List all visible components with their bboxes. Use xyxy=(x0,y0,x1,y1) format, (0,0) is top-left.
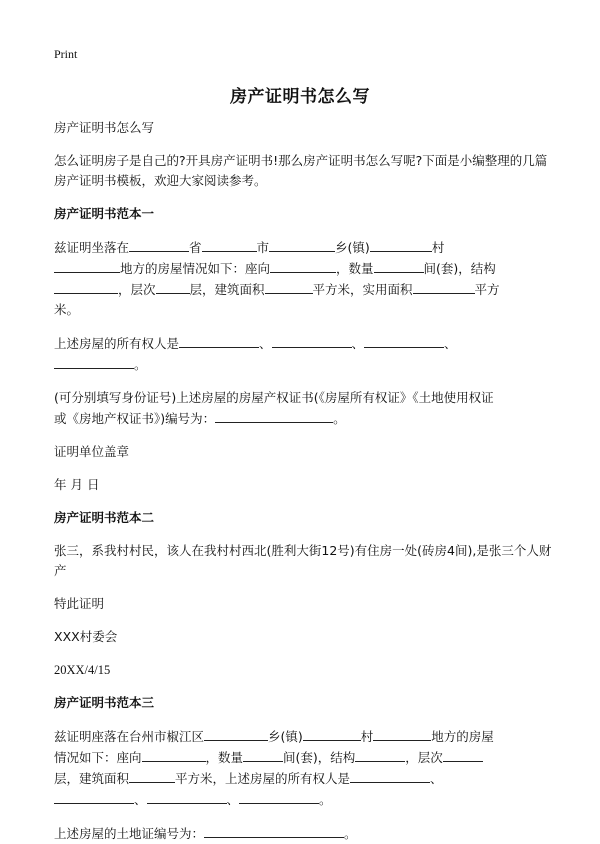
text-fragment: 层，建筑面积 xyxy=(189,282,265,297)
sample2-date: 20XX/4/15 xyxy=(54,663,111,677)
text-fragment: 地方的房屋 xyxy=(431,729,494,744)
sample2-paragraph: 张三，系我村村民，该人在我村村西北(胜利大街12号)有住房一处(砖房4间),是张三个人财产 xyxy=(54,543,552,578)
fill-blank xyxy=(364,333,444,348)
sample1-heading: 房产证明书范本一 xyxy=(54,206,155,221)
sample2-heading: 房产证明书范本二 xyxy=(54,510,155,525)
fill-blank xyxy=(215,408,333,423)
text-fragment: ，层次 xyxy=(118,282,156,297)
fill-blank xyxy=(54,279,118,294)
text-fragment: 。 xyxy=(134,357,147,372)
fill-blank xyxy=(243,747,283,762)
fill-blank xyxy=(129,237,189,252)
fill-blank xyxy=(265,279,313,294)
fill-blank xyxy=(373,726,431,741)
document-body xyxy=(54,118,554,844)
text-fragment: 村 xyxy=(360,729,374,744)
sample2-org: XXX村委会 xyxy=(54,629,118,644)
text-fragment: 平方 xyxy=(474,282,500,297)
fill-blank xyxy=(54,789,134,804)
sample1-paragraph2 xyxy=(54,333,554,375)
fill-blank xyxy=(374,258,424,273)
fill-blank xyxy=(202,237,257,252)
text-fragment: 、 xyxy=(351,336,365,351)
fill-blank xyxy=(54,354,134,369)
text-fragment: 。 xyxy=(333,411,346,426)
text-fragment: 市 xyxy=(256,240,270,255)
page-title: 房产证明书怎么写 xyxy=(230,87,370,107)
text-fragment: 村 xyxy=(431,240,445,255)
text-fragment: 、 xyxy=(444,336,457,351)
text-fragment: 层，建筑面积 xyxy=(54,771,130,786)
text-fragment: 间(套)，结构 xyxy=(423,261,496,276)
fill-blank xyxy=(303,726,361,741)
text-fragment: 上述房屋的土地证编号为： xyxy=(54,826,205,841)
fill-blank xyxy=(272,333,352,348)
intro-subtitle: 房产证明书怎么写 xyxy=(54,120,155,135)
fill-blank xyxy=(179,333,259,348)
fill-blank xyxy=(270,258,336,273)
sample1-seal: 证明单位盖章 xyxy=(54,444,130,459)
fill-blank xyxy=(269,237,335,252)
intro-paragraph: 怎么证明房子是自己的?开具房产证明书!那么房产证明书怎么写呢?下面是小编整理的几篇房产证明书模板，欢迎大家阅读参考。 xyxy=(54,153,548,188)
text-fragment: 或《房地产权证书》)编号为： xyxy=(54,411,216,426)
text-fragment: 兹证明座落在台州市椒江区 xyxy=(54,729,205,744)
text-fragment: 平方米，上述房屋的所有权人是 xyxy=(175,771,351,786)
text-fragment: 、 xyxy=(430,771,443,786)
text-fragment: 情况如下：座向 xyxy=(54,750,142,765)
fill-blank xyxy=(54,258,120,273)
fill-blank xyxy=(156,279,190,294)
text-fragment: 、 xyxy=(134,792,147,807)
fill-blank xyxy=(355,747,405,762)
text-fragment: 省 xyxy=(189,240,202,255)
fill-blank xyxy=(370,237,432,252)
print-label: Print xyxy=(54,47,78,61)
text-fragment: ，层次 xyxy=(405,750,443,765)
sample3-paragraph2 xyxy=(54,823,554,844)
text-fragment: 、 xyxy=(226,792,240,807)
text-fragment: 。 xyxy=(344,826,357,841)
fill-blank xyxy=(443,747,483,762)
sample3-paragraph1 xyxy=(54,726,554,810)
fill-blank xyxy=(147,789,227,804)
text-fragment: 平方米，实用面积 xyxy=(312,282,413,297)
text-fragment: 。 xyxy=(319,792,332,807)
sample2-special: 特此证明 xyxy=(54,596,105,611)
text-fragment: 米。 xyxy=(54,302,80,317)
text-fragment: 地方的房屋情况如下：座向 xyxy=(120,261,271,276)
text-fragment: ，数量 xyxy=(336,261,374,276)
text-fragment: 、 xyxy=(259,336,272,351)
sample1-paragraph3 xyxy=(54,388,554,429)
text-fragment: (可分别填写身份证号)上述房屋的房屋产权证书(《房屋所有权证》《土地使用权证 xyxy=(54,390,494,405)
text-fragment: 兹证明坐落在 xyxy=(54,240,130,255)
text-fragment: ，数量 xyxy=(205,750,244,765)
text-fragment: 上述房屋的所有权人是 xyxy=(54,336,180,351)
fill-blank xyxy=(204,726,268,741)
sample1-date: 年 月 日 xyxy=(54,477,100,492)
fill-blank xyxy=(350,768,430,783)
fill-blank xyxy=(129,768,175,783)
fill-blank xyxy=(204,823,344,838)
fill-blank xyxy=(413,279,475,294)
fill-blank xyxy=(239,789,319,804)
sample3-heading: 房产证明书范本三 xyxy=(54,695,155,710)
sample1-paragraph1 xyxy=(54,237,554,320)
fill-blank xyxy=(142,747,206,762)
text-fragment: 间(套)，结构 xyxy=(283,750,356,765)
text-fragment: 乡(镇) xyxy=(335,240,370,255)
text-fragment: 乡(镇) xyxy=(268,729,303,744)
